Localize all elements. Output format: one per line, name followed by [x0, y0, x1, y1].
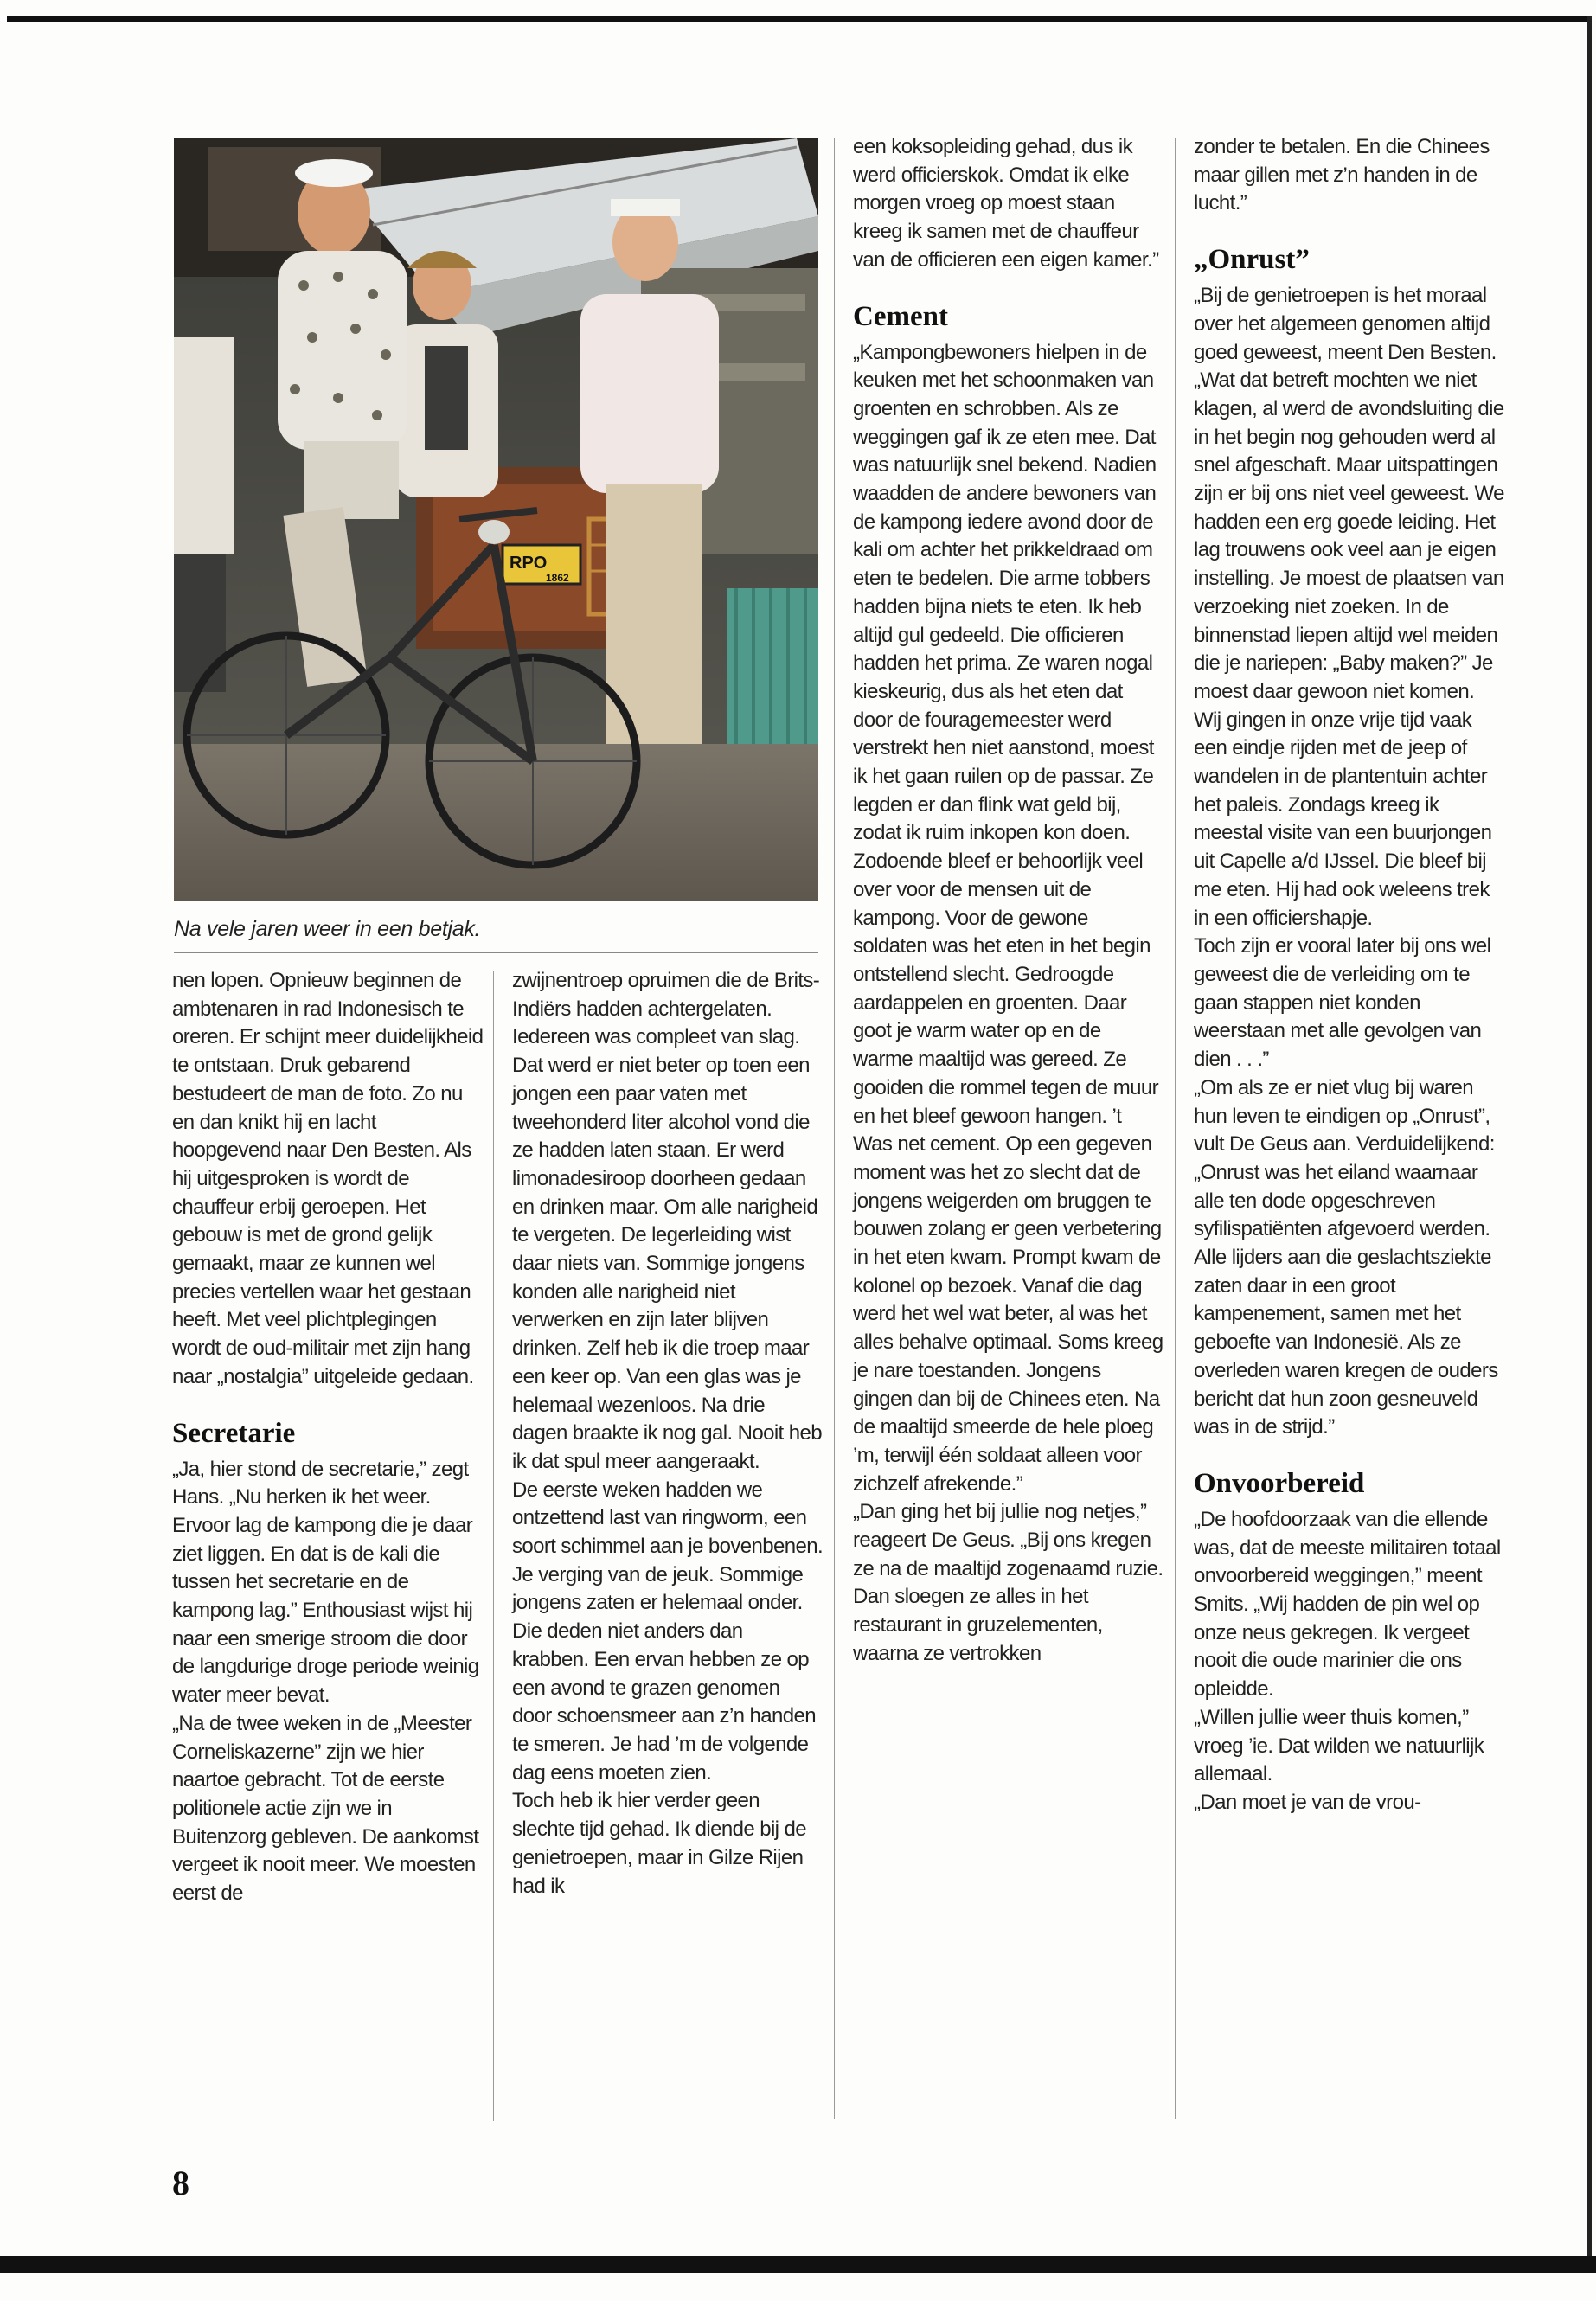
column-rule-2 [834, 138, 835, 2119]
section-heading-onvoorbereid: Onvoorbereid [1194, 1467, 1365, 1499]
photo-betjak [174, 138, 818, 901]
photo-caption: Na vele jaren weer in een betjak. [174, 917, 481, 941]
bottom-border-bar [0, 2256, 1596, 2273]
column-rule-1 [493, 971, 494, 2121]
paragraph: „Om als ze er niet vlug bij waren hun leven te eindigen op „Onrust”, vult De Geus aan. Verduidelijkend: „Onrust was het eiland waarnaar alle ten dode opgeschreven syfilispatiënten afgevoerd werden. Alle lijders aan die geslachtsziekte zaten daar in een groot kampenement, samen met het geboefte van Indonesië. Als ze overleden waren kregen de ouders bericht dat hun zoon gesneuveld was in de strijd.” [1194, 1075, 1498, 1439]
paragraph: Toch zijn er vooral later bij ons wel geweest die de verleiding om te gaan stappen niet konden weerstaan met alle gevolgen van dien . . .” [1194, 934, 1491, 1072]
paragraph: „Kampongbewoners hielpen in de keuken met het schoonmaken van groenten en schrobben. Als ze weggingen gaf ik ze eten mee. Dat was natuurlijk snel bekend. Nadien waadden de andere bewoners van de kampong iedere avond door de kali om achter het prikkeldraad om eten te bedelen. Die arme tobbers hadden bijna niets te eten. Ik heb altijd gul gedeeld. Die officieren hadden het prima. Ze waren nogal kieskeurig, dus als het eten dat door de fouragemeester werd verstrekt hen niet aanstond, moest ik het gaan ruilen op de passar. Ze legden er dan flink wat geld bij, zodat ik ruim inkopen kon doen. Zodoende bleef er behoorlijk veel over voor de mensen uit de kampong. Voor de gewone soldaten was het eten in het begin ontstellend slecht. Gedroogde aardappelen en groenten. Daar goot je warm water op en de warme maaltijd was gereed. Ze gooiden die rommel tegen de muur en het bleef gewoon hangen. ’t Was net cement. Op een gegeven moment was het zo slecht dat de jongens weigerden om bruggen te bouwen zolang er geen verbetering in het eten kwam. Prompt kwam de kolonel op bezoek. Vanaf die dag werd het wel wat beter, al was het alles behalve optimaal. Soms kreeg je nare toestanden. Jongens gingen dan bij de Chinees eten. Na de maaltijd smeerde de hele ploeg ’m, terwijl één soldaat alleen voor zichzelf afrekende.” [853, 340, 1163, 1496]
right-border-bar [1587, 16, 1592, 2273]
photo-illustration [174, 138, 818, 901]
paragraph: „Dan moet je van de vrou- [1194, 1790, 1421, 1814]
paragraph: een koksopleiding gehad, dus ik werd officierskok. Omdat ik elke morgen vroeg op moest staan kreeg ik samen met de chauffeur van de officieren een eigen kamer.” [853, 135, 1159, 272]
paragraph: „Willen jullie weer thuis komen,” vroeg ’ie. Dat wilden we natuurlijk allemaal. [1194, 1705, 1484, 1786]
section-heading-secretarie: Secretarie [172, 1417, 296, 1449]
column-rule-3 [1175, 138, 1176, 2119]
text-column-4 [1194, 133, 1505, 1817]
caption-rule [174, 952, 818, 953]
paragraph: „Bij de genietroepen is het moraal over het algemeen genomen altijd goed geweest, meent Den Besten. „Wat dat betreft mochten we niet klagen, al werd de avondsluiting die in het begin nog gehouden werd al snel afgeschaft. Maar uitspattingen zijn er bij ons niet veel geweest. We hadden een erg goede leiding. Het lag trouwens ook veel aan je eigen instelling. Je moest de plaatsen van verzoeking niet zoeken. In de binnenstad liepen altijd wel meiden die je nariepen: „Baby maken?” Je moest daar gewoon niet komen. Wij gingen in onze vrije tijd vaak een eindje rijden met de jeep of wandelen in de plantentuin achter het paleis. Zondags kreeg ik meestal visite van een buurjongen uit Capelle a/d IJssel. Die bleef bij me eten. Hij had ook weleens trek in een officiershapje. [1194, 284, 1504, 930]
paragraph: zwijnentroep opruimen die de Brits-Indiërs hadden achtergelaten. Iedereen was compleet van slag. Dat werd er niet beter op toen een jongen een paar vaten met tweehonderd liter alcohol vond die ze hadden laten staan. Er werd limonadesiroop doorheen gedaan en drinken maar. Om alle narigheid te vergeten. De legerleiding wist daar niets van. Sommige jongens konden alle narigheid niet verwerken en zijn later blijven drinken. Zelf heb ik die troep maar een keer op. Van een glas was je helemaal wezenloos. Na drie dagen braakte ik nog gal. Nooit heb ik dat spul meer aangeraakt. [512, 969, 822, 1473]
section-heading-onrust: „Onrust” [1194, 244, 1310, 276]
top-border-bar [7, 16, 1590, 22]
paragraph: zonder te betalen. En die Chinees maar gillen met z’n handen in de lucht.” [1194, 135, 1490, 215]
text-column-1 [172, 967, 485, 1908]
paragraph: nen lopen. Opnieuw beginnen de ambtenaren in rad Indonesisch te oreren. Er schijnt meer duidelijkheid te ontstaan. Druk gebarend bestudeert de man de foto. Zo nu en dan knikt hij en lacht hoopgevend naar Den Besten. Als hij uitgesproken is wordt de chauffeur erbij geroepen. Het gebouw is met de grond gelijk gemaakt, maar ze kunnen wel precies vertellen waar het gestaan heeft. Met veel plichtplegingen wordt de oud-militair met zijn hang naar „nostalgia” uitgeleide gedaan. [172, 969, 484, 1388]
plate-number: 1862 [546, 572, 569, 584]
paragraph: Toch heb ik hier verder geen slechte tijd gehad. Ik diende bij de genietroepen, maar in Gilze Rijen had ik [512, 1789, 806, 1898]
text-column-3 [853, 133, 1164, 1669]
text-column-2 [512, 967, 824, 1900]
paragraph: „De hoofdoorzaak van die ellende was, dat de meeste militairen totaal onvoorbereid weggingen,” meent Smits. „Wij hadden de pin wel op onze neus gekregen. Ik vergeet nooit die oude marinier die ons opleidde. [1194, 1507, 1501, 1702]
page-number: 8 [172, 2163, 189, 2202]
section-heading-cement: Cement [853, 300, 948, 332]
paragraph: „Na de twee weken in de „Meester Corneliskazerne” zijn we hier naartoe gebracht. Tot de eerste politionele actie zijn we in Buitenzorg gebleven. De aankomst vergeet ik nooit meer. We moesten eerst de [172, 1711, 479, 1906]
paragraph: „Ja, hier stond de secretarie,” zegt Hans. „Nu herken ik het weer. Ervoor lag de kampong die je daar ziet liggen. En dat is de kali die tussen het secretarie en de kampong lag.” Enthousiast wijst hij naar een smerige stroom die door de langdurige droge periode weinig water meer bevat. [172, 1457, 479, 1708]
paragraph: „Dan ging het bij jullie nog netjes,” reageert De Geus. „Bij ons kregen ze na de maaltijd zogenaamd ruzie. Dan sloegen ze alles in het restaurant in gruzelementen, waarna ze vertrokken [853, 1500, 1163, 1665]
plate-text: RPO [510, 554, 548, 573]
paragraph: De eerste weken hadden we ontzettend last van ringworm, een soort schimmel aan je bovenbenen. Je verging van de jeuk. Sommige jongens zaten er helemaal onder. Die deden niet anders dan krabben. Een ervan hebben ze op een avond te grazen genomen door schoensmeer aan z’n handen te smeren. Je had ’m de volgende dag eens moeten zien. [512, 1477, 824, 1785]
